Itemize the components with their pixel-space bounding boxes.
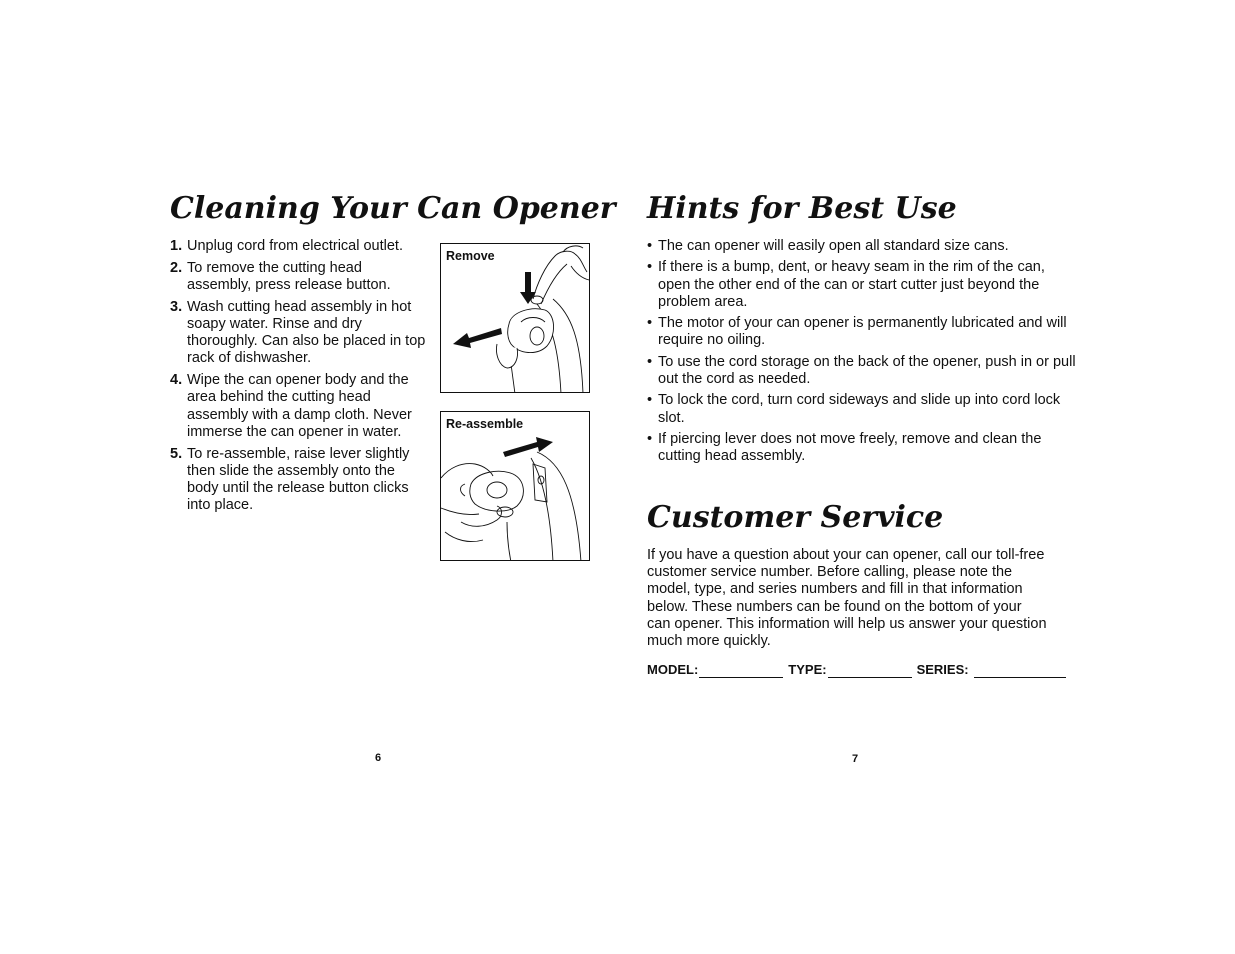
series-label: SERIES:	[916, 662, 969, 677]
step-number: 5.	[170, 445, 183, 462]
bullet: •	[647, 392, 653, 409]
bullet: •	[647, 259, 653, 276]
bullet: •	[647, 238, 653, 254]
model-blank-line[interactable]	[699, 665, 783, 678]
hint-text: If there is a bump, dent, or heavy seam in the rim of the can, open the other end of the can or start cutter just beyond the problem area.	[658, 259, 1045, 310]
remove-drawing	[441, 244, 590, 393]
step-number: 2.	[170, 259, 183, 276]
hints-title: Hints for Best Use	[647, 191, 957, 226]
type-field	[788, 662, 911, 678]
list-item	[170, 446, 430, 515]
step-text: Unplug cord from electrical outlet.	[187, 238, 403, 254]
type-label: TYPE:	[788, 662, 827, 677]
list-item	[647, 392, 1077, 426]
hint-text: To lock the cord, turn cord sideways and slide up into cord lock slot.	[658, 392, 1061, 426]
series-field	[917, 662, 1066, 678]
reassemble-illustration	[440, 411, 590, 561]
remove-illustration	[440, 243, 590, 393]
product-info-fields	[647, 662, 1077, 678]
page-number-left: 6	[375, 752, 382, 764]
step-text: To re-assemble, raise lever slightly then slide the assembly onto the body until the release button clicks into place.	[187, 445, 410, 514]
step-text: Wipe the can opener body and the area behind the cutting head assembly with a damp cloth. Never immerse the can opener in water.	[187, 372, 412, 440]
list-item	[647, 354, 1077, 388]
bullet: •	[647, 430, 653, 447]
model-field	[647, 662, 783, 678]
step-number: 4.	[170, 372, 183, 389]
list-item	[647, 315, 1077, 349]
customer-service-title: Customer Service	[647, 500, 944, 535]
hints-list	[647, 238, 1077, 470]
cleaning-steps-list	[170, 238, 430, 519]
hint-text: If piercing lever does not move freely, remove and clean the cutting head assembly.	[658, 430, 1042, 465]
list-item	[647, 431, 1077, 465]
series-blank-line[interactable]	[974, 665, 1066, 678]
cleaning-title: Cleaning Your Can Opener	[170, 191, 616, 226]
step-number: 1.	[170, 238, 183, 254]
list-item	[647, 259, 1077, 311]
customer-service-body: If you have a question about your can opener, call our toll-free customer service number. Before calling, please note the model, type, and series numbers and fill in that information below. These numbers can be found on the bottom of your can opener. This information will help us answer your question much more quickly.	[647, 547, 1047, 650]
bullet: •	[647, 315, 653, 332]
type-blank-line[interactable]	[828, 665, 912, 678]
step-number: 3.	[170, 298, 183, 315]
list-item	[170, 299, 430, 368]
reassemble-caption: Re-assemble	[446, 417, 524, 431]
page-number-right: 7	[852, 753, 859, 765]
step-text: Wash cutting head assembly in hot soapy water. Rinse and dry thoroughly. Can also be placed in top rack of dishwasher.	[187, 298, 426, 367]
list-item	[170, 260, 430, 294]
hint-text: The can opener will easily open all standard size cans.	[658, 238, 1009, 254]
reassemble-drawing	[441, 412, 590, 561]
bullet: •	[647, 353, 653, 370]
step-text: To remove the cutting head assembly, press release button.	[187, 259, 391, 293]
list-item	[170, 372, 430, 441]
remove-caption: Remove	[446, 249, 495, 263]
model-label: MODEL:	[647, 662, 699, 677]
list-item	[170, 238, 430, 255]
list-item	[647, 238, 1077, 255]
hint-text: The motor of your can opener is permanently lubricated and will require no oiling.	[658, 315, 1067, 349]
hint-text: To use the cord storage on the back of the opener, push in or pull out the cord as needed.	[658, 353, 1076, 387]
